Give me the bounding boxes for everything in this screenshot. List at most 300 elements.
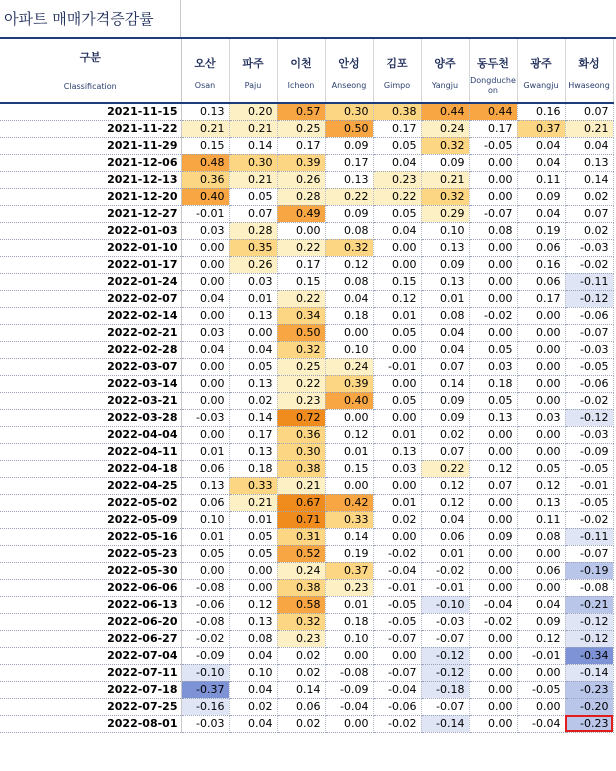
value-cell-anseong[interactable]: 0.24	[325, 358, 373, 375]
value-cell-paju[interactable]: 0.13	[229, 443, 277, 460]
value-cell-gimpo[interactable]: 0.01	[373, 307, 421, 324]
column-header-hwaseong[interactable]	[565, 39, 613, 103]
value-cell-icheon[interactable]: 0.49	[277, 205, 325, 222]
value-cell-gwangju[interactable]: 0.00	[517, 341, 565, 358]
value-cell-dongducheon[interactable]: 0.00	[469, 630, 517, 647]
value-cell-dongducheon[interactable]: 0.05	[469, 341, 517, 358]
value-cell-icheon[interactable]: 0.25	[277, 358, 325, 375]
value-cell-paju[interactable]: 0.01	[229, 511, 277, 528]
value-cell-osan[interactable]: 0.00	[181, 256, 229, 273]
value-cell-gwangju[interactable]: 0.37	[517, 120, 565, 137]
value-cell-gwangju[interactable]: 0.12	[517, 630, 565, 647]
value-cell-paju[interactable]: 0.33	[229, 477, 277, 494]
row-date[interactable]: 2021-11-22	[0, 120, 181, 137]
value-cell-gimpo[interactable]: 0.00	[373, 256, 421, 273]
value-cell-hwaseong[interactable]: -0.03	[565, 239, 613, 256]
value-cell-yangju[interactable]: -0.01	[421, 579, 469, 596]
value-cell-yangju[interactable]: 0.01	[421, 290, 469, 307]
value-cell-dongducheon[interactable]: 0.00	[469, 426, 517, 443]
value-cell-yangju[interactable]: -0.03	[421, 613, 469, 630]
value-cell-anseong[interactable]: 0.50	[325, 120, 373, 137]
value-cell-anseong[interactable]: 0.17	[325, 154, 373, 171]
value-cell-yangju[interactable]: 0.04	[421, 511, 469, 528]
value-cell-gwangju[interactable]: 0.09	[517, 188, 565, 205]
value-cell-paju[interactable]: 0.30	[229, 154, 277, 171]
value-cell-gwangju[interactable]: 0.17	[517, 290, 565, 307]
value-cell-gwangju[interactable]: 0.05	[517, 460, 565, 477]
highlighted-cell[interactable]: -0.23	[565, 715, 613, 732]
value-cell-gwangju[interactable]: 0.16	[517, 103, 565, 120]
value-cell-anseong[interactable]: 0.10	[325, 630, 373, 647]
value-cell-dongducheon[interactable]: 0.00	[469, 188, 517, 205]
value-cell-gwangju[interactable]: 0.08	[517, 528, 565, 545]
row-date[interactable]: 2022-01-03	[0, 222, 181, 239]
value-cell-dongducheon[interactable]: 0.00	[469, 290, 517, 307]
value-cell-anseong[interactable]: 0.33	[325, 511, 373, 528]
value-cell-osan[interactable]: 0.13	[181, 477, 229, 494]
value-cell-dongducheon[interactable]: -0.04	[469, 596, 517, 613]
value-cell-hwaseong[interactable]: -0.03	[565, 426, 613, 443]
value-cell-gimpo[interactable]: 0.15	[373, 273, 421, 290]
value-cell-icheon[interactable]: 0.02	[277, 647, 325, 664]
value-cell-hwaseong[interactable]: -0.07	[565, 324, 613, 341]
value-cell-paju[interactable]: 0.02	[229, 698, 277, 715]
value-cell-gwangju[interactable]: 0.06	[517, 239, 565, 256]
value-cell-osan[interactable]: 0.21	[181, 120, 229, 137]
value-cell-hwaseong[interactable]: -0.02	[565, 256, 613, 273]
column-header-icheon[interactable]	[277, 39, 325, 103]
value-cell-gimpo[interactable]: -0.01	[373, 579, 421, 596]
value-cell-paju[interactable]: 0.17	[229, 426, 277, 443]
value-cell-hwaseong[interactable]: 0.02	[565, 188, 613, 205]
value-cell-gimpo[interactable]: 0.02	[373, 511, 421, 528]
column-header-osan[interactable]	[181, 39, 229, 103]
row-date[interactable]: 2021-11-15	[0, 103, 181, 120]
value-cell-paju[interactable]: 0.26	[229, 256, 277, 273]
value-cell-hwaseong[interactable]: -0.03	[565, 341, 613, 358]
value-cell-osan[interactable]: 0.00	[181, 358, 229, 375]
value-cell-gimpo[interactable]: 0.05	[373, 205, 421, 222]
value-cell-hwaseong[interactable]: -0.11	[565, 528, 613, 545]
value-cell-icheon[interactable]: 0.22	[277, 375, 325, 392]
value-cell-gwangju[interactable]: 0.13	[517, 494, 565, 511]
value-cell-yangju[interactable]: -0.18	[421, 681, 469, 698]
value-cell-icheon[interactable]: 0.30	[277, 443, 325, 460]
value-cell-dongducheon[interactable]: 0.07	[469, 477, 517, 494]
value-cell-hwaseong[interactable]: -0.05	[565, 460, 613, 477]
value-cell-gwangju[interactable]: 0.00	[517, 324, 565, 341]
value-cell-yangju[interactable]: 0.13	[421, 273, 469, 290]
value-cell-anseong[interactable]: 0.13	[325, 171, 373, 188]
value-cell-icheon[interactable]: 0.72	[277, 409, 325, 426]
column-header-yangju[interactable]	[421, 39, 469, 103]
value-cell-hwaseong[interactable]: 0.21	[565, 120, 613, 137]
value-cell-icheon[interactable]: 0.24	[277, 562, 325, 579]
value-cell-hwaseong[interactable]: -0.05	[565, 358, 613, 375]
value-cell-hwaseong[interactable]: -0.12	[565, 630, 613, 647]
value-cell-dongducheon[interactable]: 0.08	[469, 222, 517, 239]
value-cell-hwaseong[interactable]: 0.14	[565, 171, 613, 188]
value-cell-paju[interactable]: 0.07	[229, 205, 277, 222]
value-cell-anseong[interactable]: 0.12	[325, 426, 373, 443]
value-cell-hwaseong[interactable]: -0.05	[565, 494, 613, 511]
value-cell-dongducheon[interactable]: 0.00	[469, 239, 517, 256]
value-cell-gimpo[interactable]: 0.13	[373, 443, 421, 460]
value-cell-paju[interactable]: 0.05	[229, 528, 277, 545]
value-cell-gimpo[interactable]: -0.04	[373, 681, 421, 698]
value-cell-gwangju[interactable]: -0.05	[517, 681, 565, 698]
value-cell-gimpo[interactable]: 0.05	[373, 392, 421, 409]
value-cell-yangju[interactable]: 0.12	[421, 494, 469, 511]
value-cell-paju[interactable]: 0.20	[229, 103, 277, 120]
value-cell-icheon[interactable]: 0.36	[277, 426, 325, 443]
value-cell-hwaseong[interactable]: -0.08	[565, 579, 613, 596]
value-cell-gwangju[interactable]: 0.19	[517, 222, 565, 239]
value-cell-gwangju[interactable]: -0.04	[517, 715, 565, 732]
value-cell-anseong[interactable]: 0.30	[325, 103, 373, 120]
value-cell-anseong[interactable]: 0.00	[325, 409, 373, 426]
value-cell-icheon[interactable]: 0.22	[277, 239, 325, 256]
value-cell-osan[interactable]: -0.10	[181, 664, 229, 681]
value-cell-osan[interactable]: 0.00	[181, 375, 229, 392]
value-cell-yangju[interactable]: 0.01	[421, 545, 469, 562]
row-date[interactable]: 2022-03-21	[0, 392, 181, 409]
value-cell-yangju[interactable]: 0.09	[421, 409, 469, 426]
value-cell-paju[interactable]: 0.28	[229, 222, 277, 239]
value-cell-hwaseong[interactable]: 0.13	[565, 154, 613, 171]
value-cell-yangju[interactable]: -0.10	[421, 596, 469, 613]
value-cell-osan[interactable]: 0.06	[181, 460, 229, 477]
value-cell-dongducheon[interactable]: 0.05	[469, 392, 517, 409]
value-cell-icheon[interactable]: 0.52	[277, 545, 325, 562]
value-cell-yangju[interactable]: 0.09	[421, 154, 469, 171]
value-cell-gimpo[interactable]: -0.02	[373, 715, 421, 732]
value-cell-anseong[interactable]: 0.00	[325, 477, 373, 494]
value-cell-gwangju[interactable]: 0.11	[517, 511, 565, 528]
value-cell-hwaseong[interactable]: -0.19	[565, 562, 613, 579]
value-cell-gimpo[interactable]: 0.22	[373, 188, 421, 205]
value-cell-paju[interactable]: 0.21	[229, 494, 277, 511]
value-cell-gwangju[interactable]: 0.00	[517, 579, 565, 596]
value-cell-gwangju[interactable]: 0.00	[517, 426, 565, 443]
value-cell-paju[interactable]: 0.05	[229, 545, 277, 562]
row-date[interactable]: 2022-02-21	[0, 324, 181, 341]
value-cell-icheon[interactable]: 0.34	[277, 307, 325, 324]
value-cell-paju[interactable]: 0.14	[229, 409, 277, 426]
value-cell-icheon[interactable]: 0.57	[277, 103, 325, 120]
value-cell-gwangju[interactable]: 0.04	[517, 596, 565, 613]
value-cell-yangju[interactable]: 0.04	[421, 341, 469, 358]
value-cell-anseong[interactable]: 0.00	[325, 324, 373, 341]
value-cell-paju[interactable]: 0.05	[229, 358, 277, 375]
value-cell-icheon[interactable]: 0.23	[277, 630, 325, 647]
value-cell-osan[interactable]: 0.36	[181, 171, 229, 188]
value-cell-paju[interactable]: 0.35	[229, 239, 277, 256]
row-date[interactable]: 2022-02-28	[0, 341, 181, 358]
value-cell-icheon[interactable]: 0.00	[277, 222, 325, 239]
value-cell-osan[interactable]: -0.03	[181, 715, 229, 732]
value-cell-gwangju[interactable]: 0.16	[517, 256, 565, 273]
row-date[interactable]: 2021-12-27	[0, 205, 181, 222]
classification-header[interactable]	[0, 39, 181, 103]
value-cell-hwaseong[interactable]: -0.02	[565, 511, 613, 528]
row-date[interactable]: 2022-01-10	[0, 239, 181, 256]
row-date[interactable]: 2022-03-14	[0, 375, 181, 392]
value-cell-paju[interactable]: 0.14	[229, 137, 277, 154]
value-cell-osan[interactable]: 0.03	[181, 222, 229, 239]
value-cell-anseong[interactable]: 0.00	[325, 715, 373, 732]
row-date[interactable]: 2022-03-28	[0, 409, 181, 426]
row-date[interactable]: 2022-05-23	[0, 545, 181, 562]
value-cell-dongducheon[interactable]: 0.00	[469, 647, 517, 664]
value-cell-dongducheon[interactable]: 0.00	[469, 171, 517, 188]
value-cell-paju[interactable]: 0.13	[229, 375, 277, 392]
value-cell-hwaseong[interactable]: -0.12	[565, 290, 613, 307]
row-date[interactable]: 2022-05-30	[0, 562, 181, 579]
value-cell-paju[interactable]: 0.18	[229, 460, 277, 477]
value-cell-icheon[interactable]: 0.58	[277, 596, 325, 613]
value-cell-yangju[interactable]: 0.22	[421, 460, 469, 477]
value-cell-anseong[interactable]: 0.23	[325, 579, 373, 596]
value-cell-osan[interactable]: -0.37	[181, 681, 229, 698]
row-date[interactable]: 2021-12-06	[0, 154, 181, 171]
value-cell-gwangju[interactable]: 0.04	[517, 154, 565, 171]
value-cell-paju[interactable]: 0.12	[229, 596, 277, 613]
column-header-dongducheon[interactable]	[469, 39, 517, 103]
value-cell-dongducheon[interactable]: 0.00	[469, 324, 517, 341]
row-date[interactable]: 2022-04-25	[0, 477, 181, 494]
value-cell-osan[interactable]: 0.15	[181, 137, 229, 154]
column-header-gwangju[interactable]	[517, 39, 565, 103]
row-date[interactable]: 2022-02-07	[0, 290, 181, 307]
value-cell-gwangju[interactable]: 0.00	[517, 664, 565, 681]
value-cell-icheon[interactable]: 0.38	[277, 579, 325, 596]
value-cell-gimpo[interactable]: 0.04	[373, 154, 421, 171]
value-cell-osan[interactable]: 0.40	[181, 188, 229, 205]
value-cell-icheon[interactable]: 0.02	[277, 715, 325, 732]
value-cell-dongducheon[interactable]: 0.00	[469, 494, 517, 511]
value-cell-yangju[interactable]: 0.29	[421, 205, 469, 222]
value-cell-dongducheon[interactable]: 0.00	[469, 443, 517, 460]
value-cell-gimpo[interactable]: 0.12	[373, 290, 421, 307]
value-cell-yangju[interactable]: 0.12	[421, 477, 469, 494]
row-date[interactable]: 2022-04-04	[0, 426, 181, 443]
value-cell-paju[interactable]: 0.21	[229, 120, 277, 137]
value-cell-hwaseong[interactable]: -0.06	[565, 307, 613, 324]
value-cell-gimpo[interactable]: 0.00	[373, 528, 421, 545]
value-cell-icheon[interactable]: 0.17	[277, 256, 325, 273]
value-cell-gimpo[interactable]: -0.02	[373, 545, 421, 562]
value-cell-hwaseong[interactable]: 0.04	[565, 137, 613, 154]
value-cell-gimpo[interactable]: 0.00	[373, 239, 421, 256]
value-cell-icheon[interactable]: 0.38	[277, 460, 325, 477]
value-cell-dongducheon[interactable]: 0.00	[469, 664, 517, 681]
value-cell-paju[interactable]: 0.04	[229, 715, 277, 732]
row-date[interactable]: 2022-06-06	[0, 579, 181, 596]
value-cell-dongducheon[interactable]: 0.03	[469, 358, 517, 375]
value-cell-yangju[interactable]: 0.09	[421, 256, 469, 273]
value-cell-osan[interactable]: 0.04	[181, 290, 229, 307]
value-cell-gimpo[interactable]: 0.04	[373, 222, 421, 239]
value-cell-yangju[interactable]: 0.08	[421, 307, 469, 324]
row-date[interactable]: 2022-03-07	[0, 358, 181, 375]
value-cell-gwangju[interactable]: 0.00	[517, 698, 565, 715]
value-cell-anseong[interactable]: 0.15	[325, 460, 373, 477]
value-cell-gwangju[interactable]: 0.09	[517, 613, 565, 630]
value-cell-gwangju[interactable]: 0.00	[517, 392, 565, 409]
value-cell-hwaseong[interactable]: -0.06	[565, 375, 613, 392]
value-cell-gimpo[interactable]: 0.00	[373, 375, 421, 392]
value-cell-anseong[interactable]: 0.42	[325, 494, 373, 511]
value-cell-icheon[interactable]: 0.71	[277, 511, 325, 528]
value-cell-icheon[interactable]: 0.06	[277, 698, 325, 715]
column-header-paju[interactable]	[229, 39, 277, 103]
value-cell-paju[interactable]: 0.04	[229, 647, 277, 664]
value-cell-anseong[interactable]: 0.04	[325, 290, 373, 307]
value-cell-paju[interactable]: 0.08	[229, 630, 277, 647]
value-cell-gimpo[interactable]: 0.01	[373, 494, 421, 511]
value-cell-dongducheon[interactable]: 0.00	[469, 698, 517, 715]
value-cell-hwaseong[interactable]: -0.23	[565, 681, 613, 698]
value-cell-osan[interactable]: 0.48	[181, 154, 229, 171]
value-cell-dongducheon[interactable]: 0.00	[469, 681, 517, 698]
value-cell-gwangju[interactable]: 0.11	[517, 171, 565, 188]
value-cell-osan[interactable]: -0.01	[181, 205, 229, 222]
value-cell-anseong[interactable]: 0.14	[325, 528, 373, 545]
value-cell-dongducheon[interactable]: 0.09	[469, 528, 517, 545]
value-cell-paju[interactable]: 0.04	[229, 681, 277, 698]
value-cell-yangju[interactable]: -0.07	[421, 698, 469, 715]
value-cell-anseong[interactable]: 0.10	[325, 341, 373, 358]
value-cell-dongducheon[interactable]: 0.18	[469, 375, 517, 392]
value-cell-dongducheon[interactable]: 0.00	[469, 511, 517, 528]
value-cell-hwaseong[interactable]: -0.12	[565, 409, 613, 426]
value-cell-gimpo[interactable]: -0.05	[373, 596, 421, 613]
value-cell-osan[interactable]: 0.05	[181, 545, 229, 562]
value-cell-gimpo[interactable]: 0.38	[373, 103, 421, 120]
value-cell-dongducheon[interactable]: 0.00	[469, 154, 517, 171]
value-cell-osan[interactable]: 0.13	[181, 103, 229, 120]
value-cell-icheon[interactable]: 0.67	[277, 494, 325, 511]
value-cell-anseong[interactable]: 0.22	[325, 188, 373, 205]
row-date[interactable]: 2021-11-29	[0, 137, 181, 154]
value-cell-hwaseong[interactable]: -0.20	[565, 698, 613, 715]
value-cell-gwangju[interactable]: 0.00	[517, 307, 565, 324]
value-cell-icheon[interactable]: 0.32	[277, 341, 325, 358]
value-cell-osan[interactable]: 0.00	[181, 426, 229, 443]
value-cell-icheon[interactable]: 0.14	[277, 681, 325, 698]
value-cell-anseong[interactable]: 0.09	[325, 205, 373, 222]
value-cell-hwaseong[interactable]: 0.02	[565, 222, 613, 239]
value-cell-gimpo[interactable]: 0.00	[373, 341, 421, 358]
value-cell-osan[interactable]: -0.08	[181, 579, 229, 596]
value-cell-anseong[interactable]: 0.08	[325, 222, 373, 239]
value-cell-icheon[interactable]: 0.21	[277, 477, 325, 494]
row-date[interactable]: 2022-04-18	[0, 460, 181, 477]
value-cell-anseong[interactable]: 0.18	[325, 613, 373, 630]
value-cell-hwaseong[interactable]: 0.07	[565, 103, 613, 120]
value-cell-gwangju[interactable]: 0.00	[517, 358, 565, 375]
value-cell-yangju[interactable]: 0.07	[421, 358, 469, 375]
value-cell-hwaseong[interactable]: -0.02	[565, 392, 613, 409]
value-cell-icheon[interactable]: 0.02	[277, 664, 325, 681]
value-cell-hwaseong[interactable]: -0.34	[565, 647, 613, 664]
value-cell-anseong[interactable]: 0.12	[325, 256, 373, 273]
value-cell-osan[interactable]: -0.06	[181, 596, 229, 613]
value-cell-gimpo[interactable]: 0.00	[373, 477, 421, 494]
value-cell-anseong[interactable]: 0.32	[325, 239, 373, 256]
row-date[interactable]: 2022-01-24	[0, 273, 181, 290]
value-cell-yangju[interactable]: 0.21	[421, 171, 469, 188]
value-cell-osan[interactable]: -0.02	[181, 630, 229, 647]
value-cell-gwangju[interactable]: 0.00	[517, 443, 565, 460]
value-cell-icheon[interactable]: 0.17	[277, 137, 325, 154]
value-cell-yangju[interactable]: 0.02	[421, 426, 469, 443]
value-cell-icheon[interactable]: 0.15	[277, 273, 325, 290]
value-cell-anseong[interactable]: 0.09	[325, 137, 373, 154]
value-cell-yangju[interactable]: -0.14	[421, 715, 469, 732]
value-cell-hwaseong[interactable]: -0.09	[565, 443, 613, 460]
value-cell-dongducheon[interactable]: -0.05	[469, 137, 517, 154]
value-cell-paju[interactable]: 0.05	[229, 188, 277, 205]
value-cell-dongducheon[interactable]: -0.02	[469, 613, 517, 630]
value-cell-hwaseong[interactable]: -0.01	[565, 477, 613, 494]
value-cell-gimpo[interactable]: 0.00	[373, 409, 421, 426]
value-cell-gwangju[interactable]: 0.12	[517, 477, 565, 494]
value-cell-yangju[interactable]: 0.32	[421, 188, 469, 205]
value-cell-yangju[interactable]: 0.24	[421, 120, 469, 137]
row-date[interactable]: 2022-07-25	[0, 698, 181, 715]
value-cell-dongducheon[interactable]: 0.44	[469, 103, 517, 120]
value-cell-anseong[interactable]: 0.01	[325, 596, 373, 613]
value-cell-gimpo[interactable]: 0.01	[373, 426, 421, 443]
value-cell-anseong[interactable]: -0.08	[325, 664, 373, 681]
value-cell-yangju[interactable]: 0.10	[421, 222, 469, 239]
value-cell-yangju[interactable]: -0.07	[421, 630, 469, 647]
value-cell-anseong[interactable]: 0.01	[325, 443, 373, 460]
value-cell-osan[interactable]: 0.00	[181, 239, 229, 256]
value-cell-icheon[interactable]: 0.50	[277, 324, 325, 341]
value-cell-gimpo[interactable]: 0.05	[373, 137, 421, 154]
row-date[interactable]: 2022-06-27	[0, 630, 181, 647]
value-cell-gimpo[interactable]: -0.07	[373, 630, 421, 647]
value-cell-osan[interactable]: 0.10	[181, 511, 229, 528]
value-cell-osan[interactable]: 0.00	[181, 273, 229, 290]
value-cell-anseong[interactable]: 0.18	[325, 307, 373, 324]
row-date[interactable]: 2022-05-09	[0, 511, 181, 528]
value-cell-dongducheon[interactable]: 0.00	[469, 545, 517, 562]
row-date[interactable]: 2022-05-16	[0, 528, 181, 545]
value-cell-gimpo[interactable]: -0.01	[373, 358, 421, 375]
row-date[interactable]: 2022-08-01	[0, 715, 181, 732]
value-cell-anseong[interactable]: 0.19	[325, 545, 373, 562]
value-cell-anseong[interactable]: 0.08	[325, 273, 373, 290]
row-date[interactable]: 2022-06-20	[0, 613, 181, 630]
row-date[interactable]: 2022-07-18	[0, 681, 181, 698]
value-cell-hwaseong[interactable]: -0.14	[565, 664, 613, 681]
value-cell-dongducheon[interactable]: 0.00	[469, 579, 517, 596]
value-cell-dongducheon[interactable]: 0.17	[469, 120, 517, 137]
value-cell-dongducheon[interactable]: 0.00	[469, 715, 517, 732]
value-cell-yangju[interactable]: 0.06	[421, 528, 469, 545]
row-date[interactable]: 2022-07-04	[0, 647, 181, 664]
value-cell-osan[interactable]: 0.03	[181, 324, 229, 341]
value-cell-icheon[interactable]: 0.26	[277, 171, 325, 188]
value-cell-anseong[interactable]: 0.00	[325, 647, 373, 664]
value-cell-osan[interactable]: -0.16	[181, 698, 229, 715]
value-cell-gimpo[interactable]: 0.00	[373, 647, 421, 664]
value-cell-paju[interactable]: 0.13	[229, 307, 277, 324]
